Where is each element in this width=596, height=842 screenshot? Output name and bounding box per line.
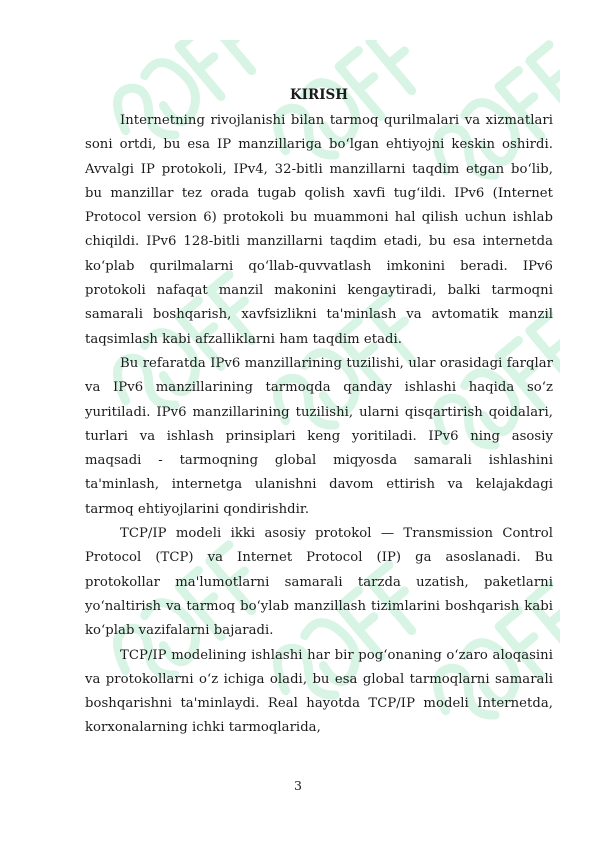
- paragraph-1: Internetning rivojlanishi bilan tarmoq qurilmalari va xizmatlari soni ortdi, bu esa IP manzillariga bo‘lgan ehtiyojni keskin oshirdi. Avvalgi IP protokoli, IPv4, 32-bitli manzillarni taqdim etgan bo‘lib, bu manzillar tez orada tugab qolish xavfi tug‘ildi. IPv6 (Internet Protocol version 6) protokoli bu muammoni hal qilish uchun ishlab chiqildi. IPv6 128-bitli manzillarni taqdim etadi, bu esa internetda ko‘plab qurilmalarni qo‘llab-quvvatlash imkonini beradi. IPv6 protokoli nafaqat manzil makonini kengaytiradi, balki tarmoqni samarali boshqarish, xavfsizlikni ta'minlash va avtomatik manzil taqsimlash kabi afzalliklarni ham taqdim etadi.: [85, 113, 553, 347]
- page-title: KIRISH: [289, 87, 349, 103]
- paragraph-2: Bu refaratda IPv6 manzillarining tuzilishi, ular orasidagi farqlar va IPv6 manzillarining tarmoqda qanday ishlashi haqida so‘z yuritiladi. IPv6 manzillarining tuzilishi, ularni qisqartirish qoidalari, turlari va ishlash prinsiplari keng yoritiladi. IPv6 ning asosiy maqsadi - tarmoqning global miqyosda samarali ishlashini ta'minlash, internetga ulanishni davom ettirish va kelajakdagi tarmoq ehtiyojlarini qondirishdir.: [85, 355, 553, 517]
- paragraph-4: TCP/IP modelining ishlashi har bir pog‘onaning o‘zaro aloqasini va protokollarni o‘z ichiga oladi, bu esa global tarmoqlarni samarali boshqarishni ta'minlaydi. Real hayotda TCP/IP modeli Internetda, korxonalarning ichki tarmoqlarida,: [85, 647, 553, 736]
- page-number: 3: [294, 778, 302, 793]
- document-body: [85, 86, 553, 741]
- paragraph-3: TCP/IP modeli ikki asosiy protokol — Transmission Control Protocol (TCP) va Internet Protocol (IP) ga asoslanadi. Bu protokollar ma'lumotlarni samarali tarzda uzatish, paketlarni yo‘naltirish va tarmoq bo‘ylab manzillash tizimlarini boshqarish kabi ko‘plab vazifalarni bajaradi.: [85, 526, 553, 639]
